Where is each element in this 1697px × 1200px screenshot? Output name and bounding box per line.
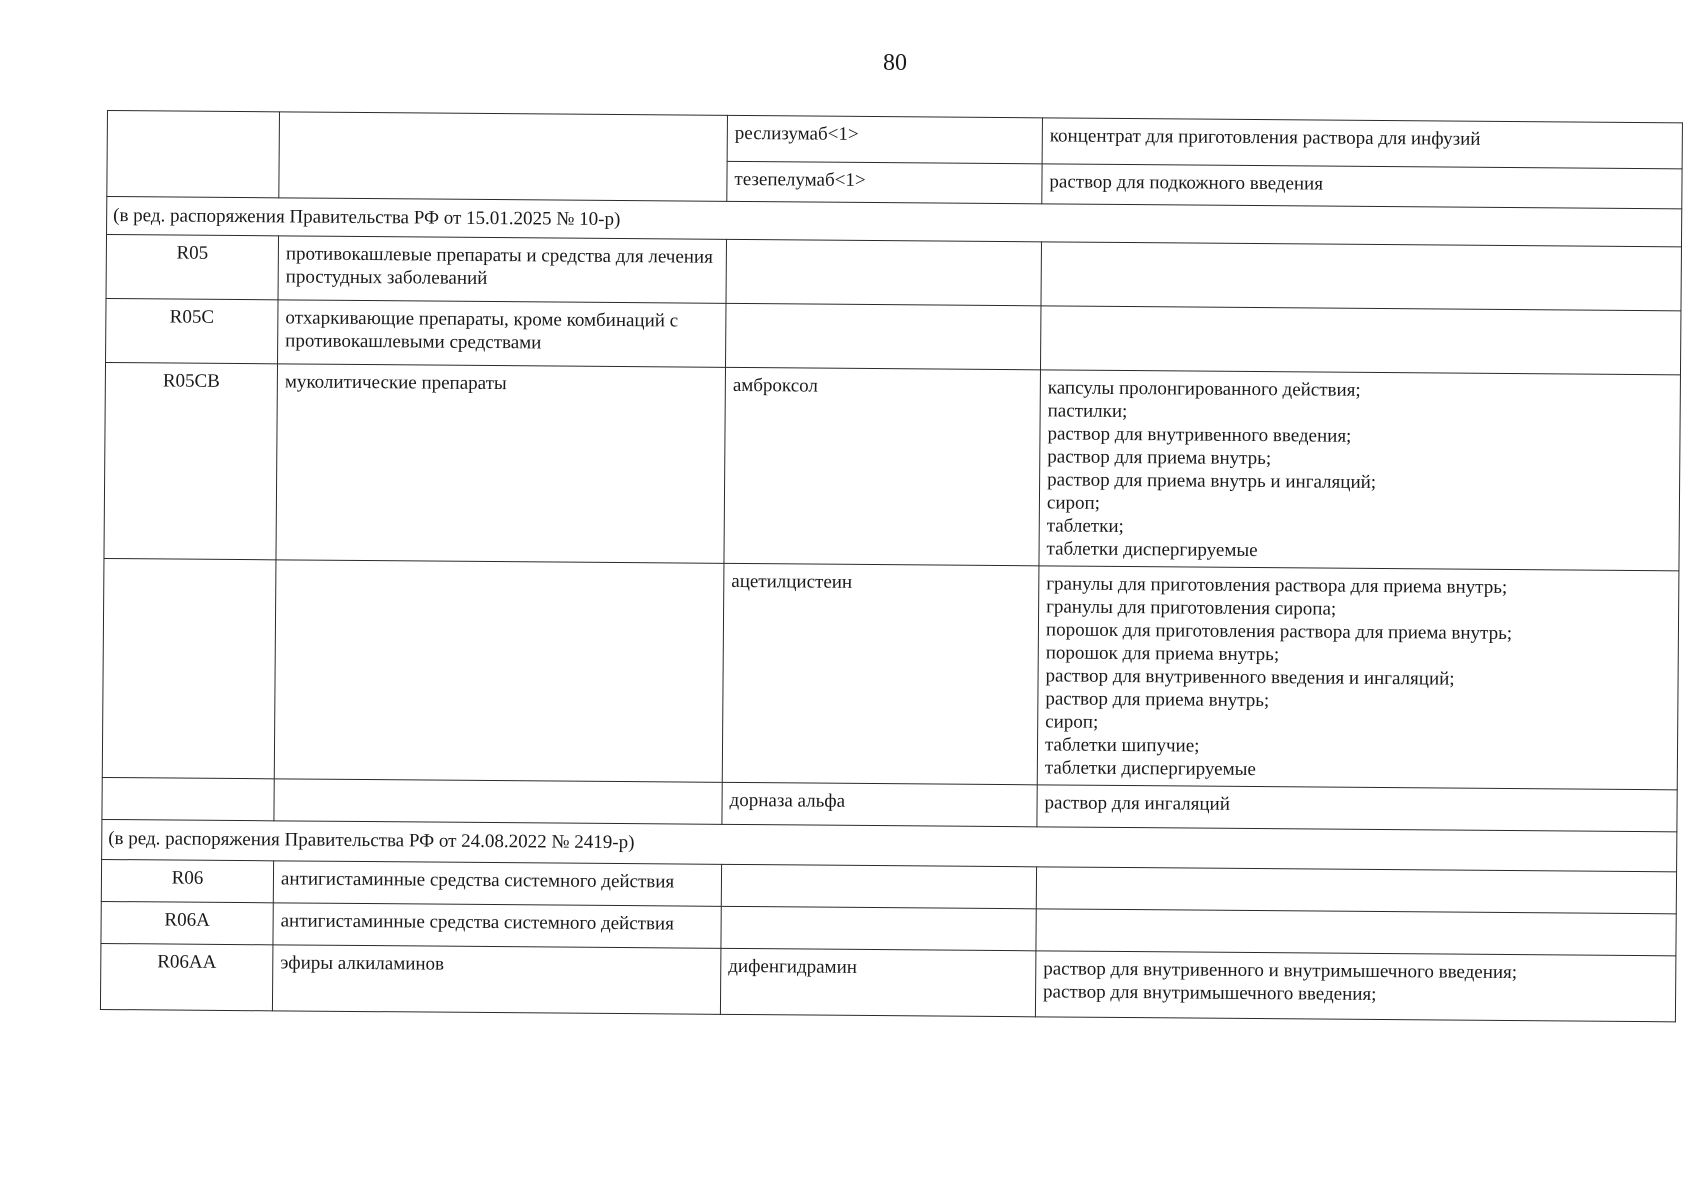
dosage-forms-cell [1036,867,1676,914]
dosage-forms-cell [1041,242,1681,311]
group-name-cell: отхаркивающие препараты, кроме комбинаций с противокашлевыми средствами [278,300,726,368]
drug-name-cell: ацетилцистеин [722,563,1039,784]
atc-code-cell: R05 [106,235,278,300]
dosage-form-line: раствор для ингаляций [1044,792,1231,815]
drug-name-cell: дорназа альфа [722,782,1037,826]
dosage-forms-cell [1035,951,1675,1022]
dosage-form-line: капсулы пролонгированного действия; [1047,377,1361,401]
dosage-forms-cell [1036,909,1676,956]
dosage-form-line: раствор для подкожного введения [1049,171,1324,195]
dosage-forms-cell [1042,118,1682,169]
atc-code-cell [102,558,276,778]
atc-code-cell: R06A [101,901,273,944]
drug-table [100,110,1683,1022]
dosage-form-line: сироп; [1046,492,1101,514]
dosage-form-line: таблетки шипучие; [1044,734,1200,757]
atc-code-cell: R05C [106,298,278,363]
dosage-form-line: порошок для приема внутрь; [1045,642,1280,666]
atc-code-cell [102,777,274,820]
group-name-cell [279,112,728,202]
amendment-note: (в ред. распоряжения Правительства РФ от 15.01.2025 № 10-р) [107,197,1682,247]
atc-code-cell: R06AA [100,943,273,1010]
dosage-form-line: гранулы для приготовления сиропа; [1046,596,1337,620]
drug-name-cell [725,303,1040,369]
drug-name-cell: реслизумаб<1> [727,115,1042,163]
table-row [104,362,1680,570]
dosage-form-line: таблетки; [1046,515,1124,537]
atc-code-cell [107,111,280,198]
table-row [100,943,1675,1021]
dosage-form-line: раствор для внутривенного введения; [1047,423,1352,447]
dosage-form-line: раствор для внутривенного введения и ингаляций; [1045,665,1455,690]
dosage-forms-cell [1037,785,1677,832]
group-name-cell: антигистаминные средства системного действия [273,903,721,949]
dosage-forms-cell [1040,306,1680,375]
dosage-forms-cell [1039,370,1681,571]
dosage-form-line: гранулы для приготовления раствора для приема внутрь; [1046,573,1508,599]
atc-code-cell: R05CB [104,362,278,559]
page-number: 80 [883,50,907,76]
group-name-cell: эфиры алкиламинов [272,945,721,1015]
dosage-form-line: раствор для внутривенного и внутримышечного введения; [1043,958,1518,984]
table-row [107,111,1682,169]
drug-name-cell: дифенгидрамин [720,948,1036,1016]
table-row [102,558,1679,789]
drug-name-cell: тезепелумаб<1> [727,161,1042,203]
dosage-form-line: порошок для приготовления раствора для приема внутрь; [1045,619,1513,645]
group-name-cell: муколитические препараты [276,364,726,564]
dosage-form-line: раствор для внутримышечного введения; [1043,981,1377,1005]
dosage-form-line: сироп; [1045,711,1099,733]
dosage-forms-cell [1042,164,1682,209]
dosage-form-line: концентрат для приготовления раствора для инфузий [1049,125,1481,150]
dosage-form-line: раствор для приема внутрь; [1045,688,1270,712]
drug-name-cell [721,864,1036,908]
dosage-form-line: раствор для приема внутрь и ингаляций; [1047,469,1377,493]
drug-name-cell [726,239,1041,305]
group-name-cell: противокашлевые препараты и средства для лечения простудных заболеваний [278,236,726,304]
drug-name-cell [721,906,1036,950]
drug-name-cell: амброксол [724,367,1041,565]
atc-code-cell: R06 [101,859,273,902]
dosage-form-line: пастилки; [1047,400,1128,423]
dosage-form-line: таблетки диспергируемые [1046,538,1258,562]
group-name-cell: антигистаминные средства системного действия [273,861,721,907]
dosage-form-line: таблетки диспергируемые [1044,757,1256,781]
dosage-form-line: раствор для приема внутрь; [1047,446,1272,470]
group-name-cell [274,560,724,783]
group-name-cell [274,779,722,825]
dosage-forms-cell [1037,566,1679,790]
amendment-note: (в ред. распоряжения Правительства РФ от 24.08.2022 № 2419-р) [102,819,1677,871]
